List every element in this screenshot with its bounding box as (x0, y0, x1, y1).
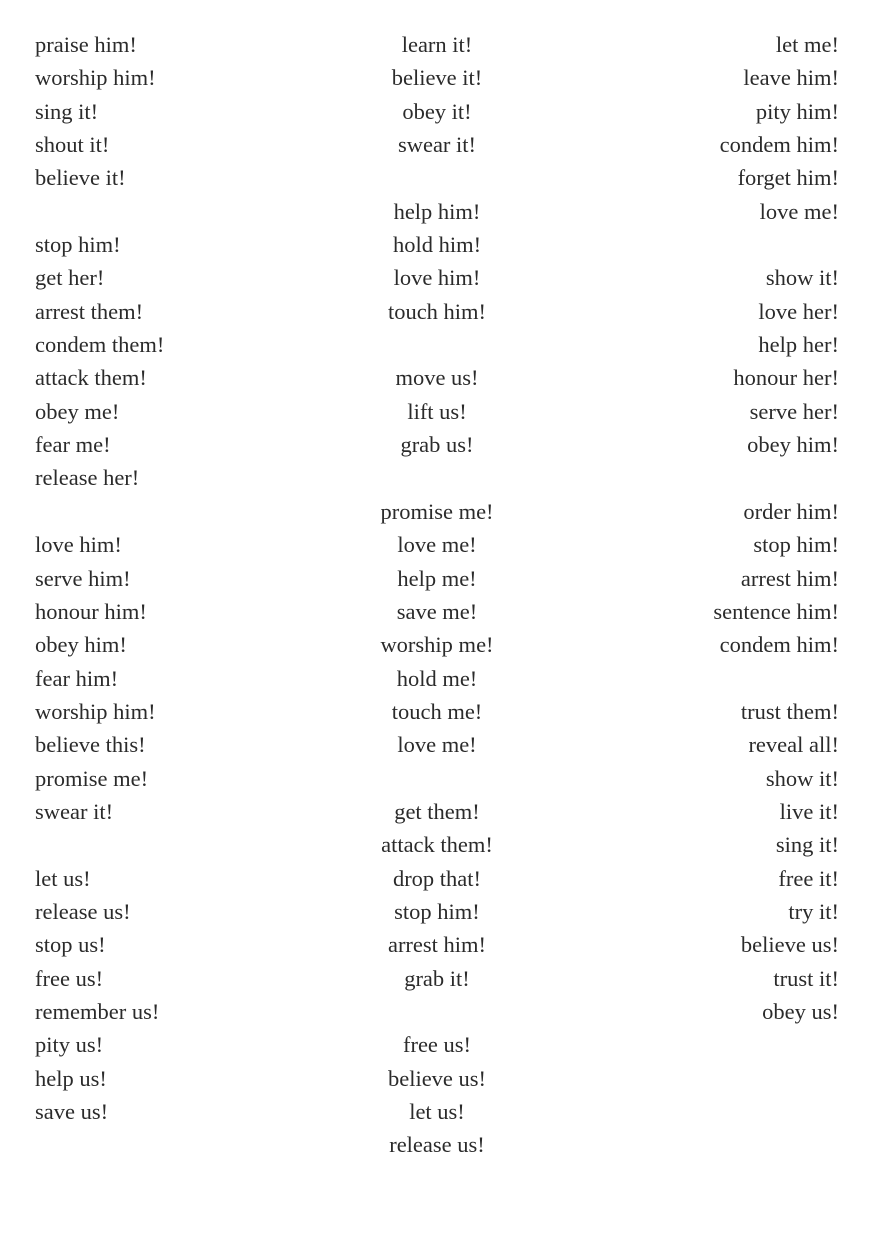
poem-line: stop him! (753, 532, 839, 558)
poem-line: drop that! (392, 865, 482, 891)
poem-line: love him! (393, 265, 481, 291)
poem-line: order him! (743, 498, 839, 524)
poem-line: let us! (409, 1099, 465, 1124)
poem-line: love me! (759, 198, 839, 224)
poem-line: save us! (35, 1099, 109, 1124)
poem-line: believe this! (35, 732, 146, 758)
poem-line: lift us! (407, 398, 467, 424)
poem-line: let us! (35, 865, 91, 891)
poem-line: swear it! (397, 132, 477, 158)
poem-line: hold me! (396, 665, 478, 691)
poem-line: arrest him! (740, 565, 839, 591)
poem-line: leave him! (743, 65, 839, 91)
poem-line: move us! (395, 365, 479, 391)
poem-line: reveal all! (748, 732, 839, 758)
poem-line: honour her! (733, 365, 839, 391)
poem-line: believe it! (391, 65, 483, 91)
poem-line: let me! (775, 32, 839, 57)
poem-line: stop him! (35, 232, 121, 258)
poem-line: free us! (35, 965, 104, 991)
poem-line: promise me! (380, 498, 494, 524)
poem-line: love me! (397, 732, 477, 758)
stanza-break (539, 662, 839, 695)
poem-line: pity us! (35, 1032, 104, 1058)
poem-line: forget him! (737, 165, 839, 191)
poem-line: believe us! (387, 1065, 487, 1091)
poem-line: help me! (397, 565, 477, 591)
poem-line: obey him! (35, 632, 127, 658)
poem-line: learn it! (401, 32, 473, 57)
poem-line: obey us! (762, 998, 839, 1024)
poem-line: condem them! (35, 332, 165, 358)
poem-line: release her! (35, 465, 140, 491)
poem-line: stop us! (35, 932, 106, 958)
stanza-break (539, 228, 839, 261)
poem-line: help us! (35, 1065, 107, 1091)
stanza-break (539, 461, 839, 494)
poem-line: trust them! (740, 698, 839, 724)
poem-line: worship him! (35, 65, 156, 91)
poem-line: sing it! (35, 98, 99, 124)
poem-line: arrest them! (35, 298, 144, 324)
poem-line: grab us! (400, 432, 474, 458)
poem-line: touch him! (387, 298, 487, 324)
poem-line: worship me! (380, 632, 494, 658)
poem-line: believe us! (740, 932, 839, 958)
poem-line: help him! (393, 198, 481, 224)
poem-line: hold him! (392, 232, 482, 258)
poem-line: stop him! (394, 898, 480, 924)
poem-line: show it! (765, 765, 839, 791)
poem-line: get her! (35, 265, 105, 291)
poem-line: swear it! (35, 798, 114, 824)
poem-line: help her! (758, 332, 839, 358)
poem-line: love her! (758, 298, 839, 324)
poem-line: fear him! (35, 665, 119, 691)
poem-line: attack them! (381, 832, 493, 858)
poem-line: promise me! (35, 765, 149, 791)
poem-line: love me! (397, 532, 477, 558)
poem-line: trust it! (773, 965, 839, 991)
poem-line: condem him! (719, 632, 839, 658)
poem-line: condem him! (719, 132, 839, 158)
poem-line: touch me! (391, 698, 483, 724)
poem-line: release us! (35, 898, 131, 924)
poem-line: attack them! (35, 365, 147, 391)
poem-line: praise him! (35, 32, 137, 57)
poem-line: free it! (778, 865, 839, 891)
poem-column-right (539, 28, 839, 1028)
poem-line: honour him! (35, 598, 147, 624)
poem-line: remember us! (35, 998, 160, 1024)
poem-line: obey it! (402, 98, 472, 124)
poem-line: love him! (35, 532, 122, 558)
poem-line: live it! (779, 798, 839, 824)
poem-line: try it! (788, 898, 839, 924)
poem-line: release us! (389, 1132, 485, 1158)
poem-line: arrest him! (387, 932, 487, 958)
poem-line: sing it! (775, 832, 839, 858)
poem-line: believe it! (35, 165, 126, 191)
poem-line: save me! (396, 598, 478, 624)
poem-line: obey me! (35, 398, 120, 424)
poem-line: show it! (765, 265, 839, 291)
poem-line: pity him! (755, 98, 839, 124)
poem-line: sentence him! (713, 598, 839, 624)
poem-line: get them! (394, 798, 480, 824)
poem-line: serve her! (749, 398, 839, 424)
poem-line: obey him! (747, 432, 839, 458)
poem-line: serve him! (35, 565, 131, 591)
poem-line: fear me! (35, 432, 111, 458)
poem-line: grab it! (404, 965, 470, 991)
poem-line: free us! (402, 1032, 472, 1058)
poem-line: worship him! (35, 698, 156, 724)
poem-line: shout it! (35, 132, 110, 158)
